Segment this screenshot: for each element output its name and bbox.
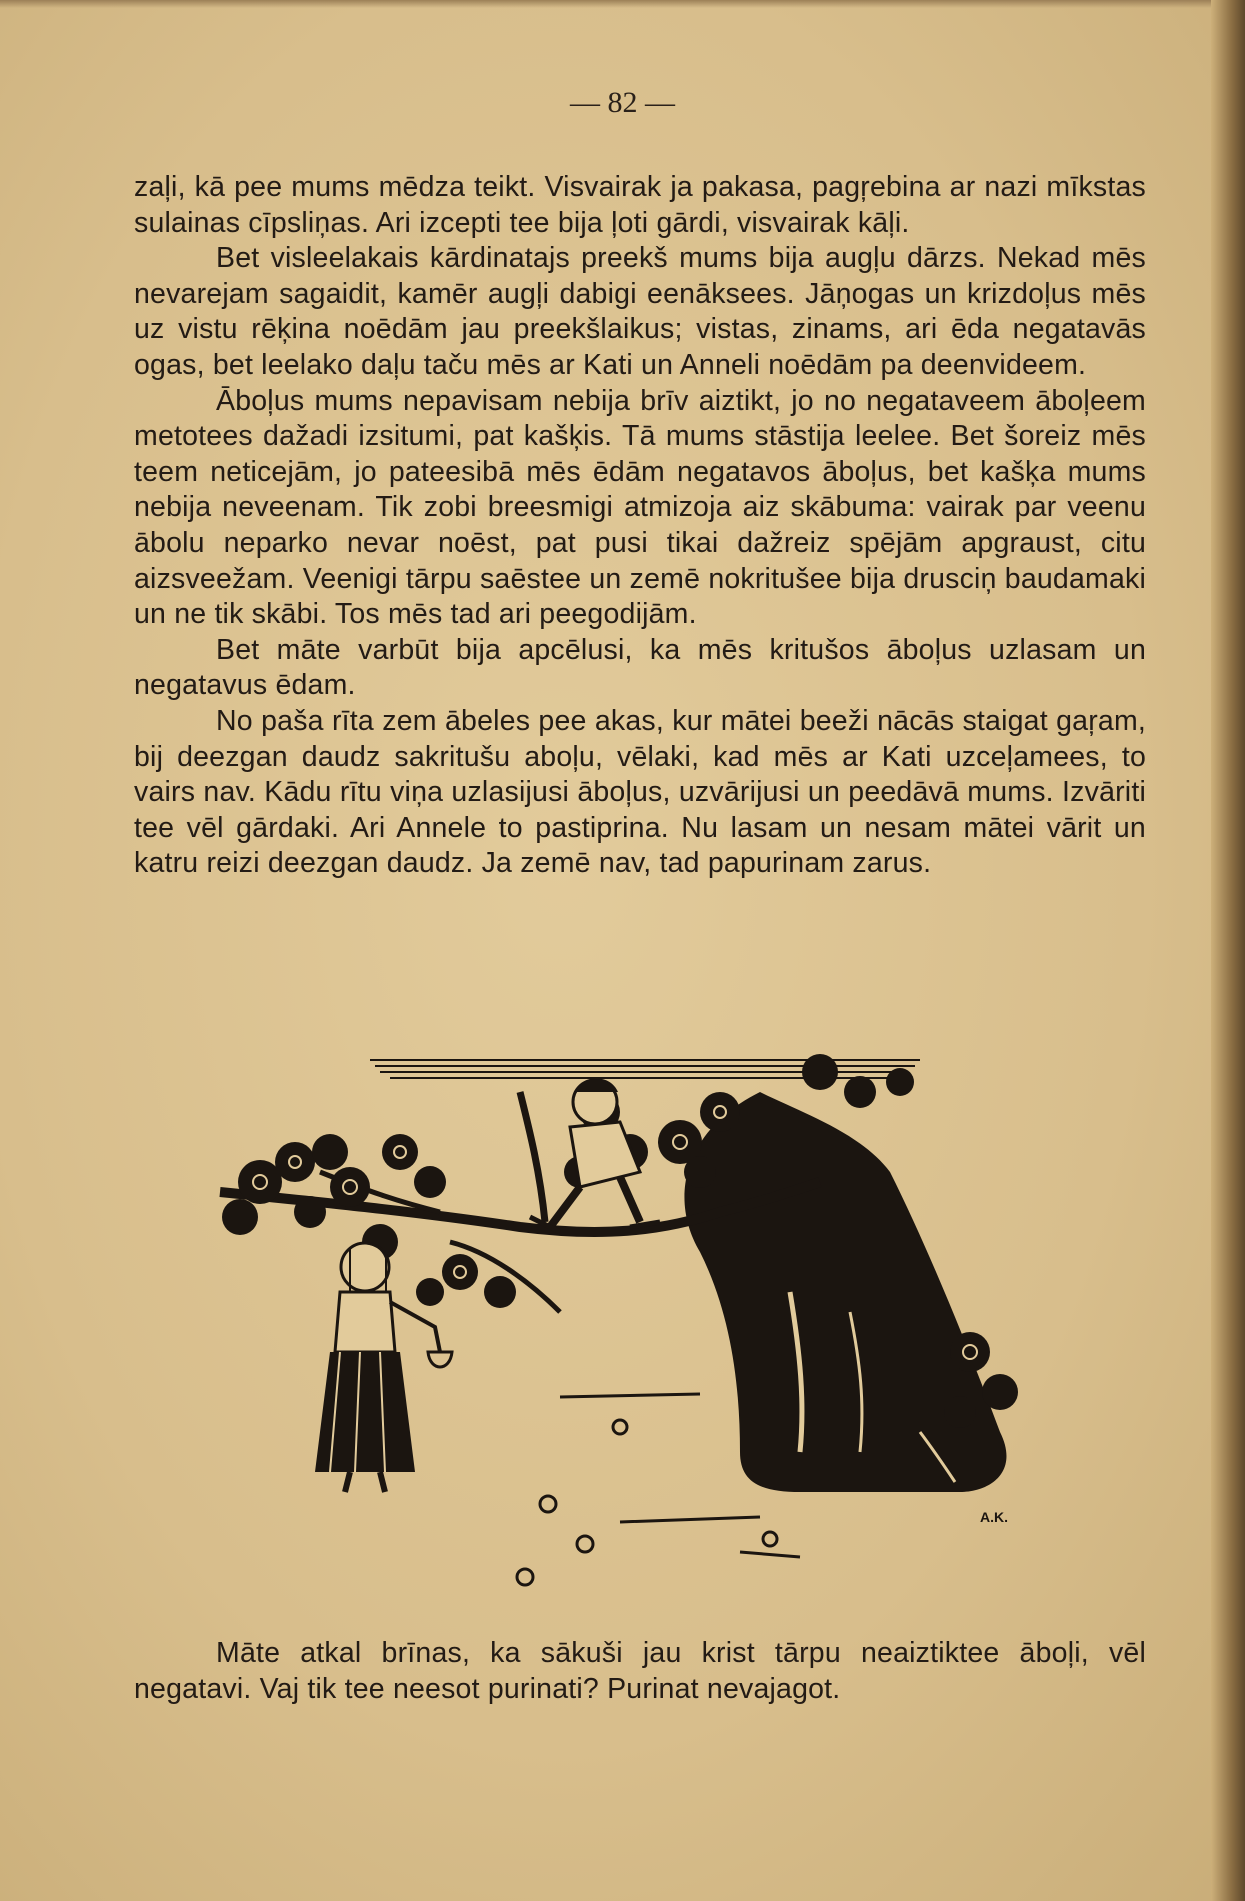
page-top-edge — [0, 0, 1245, 8]
tree-trunk — [684, 1092, 1006, 1492]
body-text-top — [134, 170, 1146, 882]
apple-tree-illustration — [200, 1052, 1070, 1632]
paragraph-morning: No paša rīta zem ābeles pee akas, kur mātei beeži nācās staigat gaŗam, bij deezgan daudz sakritušu aboļu, vēlaki, kad mēs ar Kati uzceļamees, to vairs nav. Kādu rītu viņa uzlasijusi āboļus, uzvārijusi un peedāvā mums. Izvāriti tee vēl gārdaki. Ari Annele to pastiprina. Nu lasam un nesam mātei vārit un katru reizi deezgan daudz. Ja zemē nav, tad papurinam zarus. — [134, 704, 1146, 880]
paragraph-apples: Āboļus mums nepavisam nebija brīv aiztikt, jo no negataveem āboļeem metotees dažadi izsitumi, pat kašķis. Tā mums stāstija leelee. Bet šoreiz mēs teem neticejām, jo pateesibā mēs ēdām negatavos āboļus, bet kašķa mums nebija neveenam. Tik zobi breesmigi atmizoja aiz skābuma: vairak par veenu ābolu neparko nevar noēst, pat pusi tikai dažreiz spējām apgraust, citu aizsveežam. Veenigi tārpu saēstee un zemē nokritušee bija drusciņ baudamaki un ne tik skābi. Tos mēs tad ari peegodijām. — [134, 384, 1146, 631]
paragraph-mother-wonders: Māte atkal brīnas, ka sākuši jau krist tārpu neaiztiktee āboļi, vēl negatavi. Vaj tik tee neesot purinati? Purinat nevajagot. — [134, 1637, 1146, 1705]
paragraph-continuation: zaļi, kā pee mums mēdza teikt. Visvairak ja pakasa, pagŗebina ar nazi mīkstas sulainas cīpsliņas. Ari izcepti tee bija ļoti gārdi, visvairak kāļi. — [134, 171, 1146, 239]
book-spine-shadow — [1211, 0, 1245, 1901]
body-text-bottom — [134, 1636, 1146, 1707]
paragraph-mother: Bet māte varbūt bija apcēlusi, ka mēs kritušos āboļus uzlasam un negatavus ēdam. — [134, 633, 1146, 702]
fallen-apples — [517, 1420, 777, 1585]
paragraph-garden: Bet visleelakais kārdinatajs preekš mums bija augļu dārzs. Nekad mēs nevarejam sagaidit, kamēr augļi dabigi eenāksees. Jāņogas un krizdoļus mēs uz vistu rēķina noēdām jau preekšlaikus; vistas, zinams, ari ēda negatavās ogas, bet leelako daļu taču mēs ar Kati un Anneli noēdām pa deenvideem. — [134, 242, 1146, 381]
page-number: — 82 — — [570, 86, 675, 119]
artist-signature: A.K. — [980, 1509, 1008, 1525]
